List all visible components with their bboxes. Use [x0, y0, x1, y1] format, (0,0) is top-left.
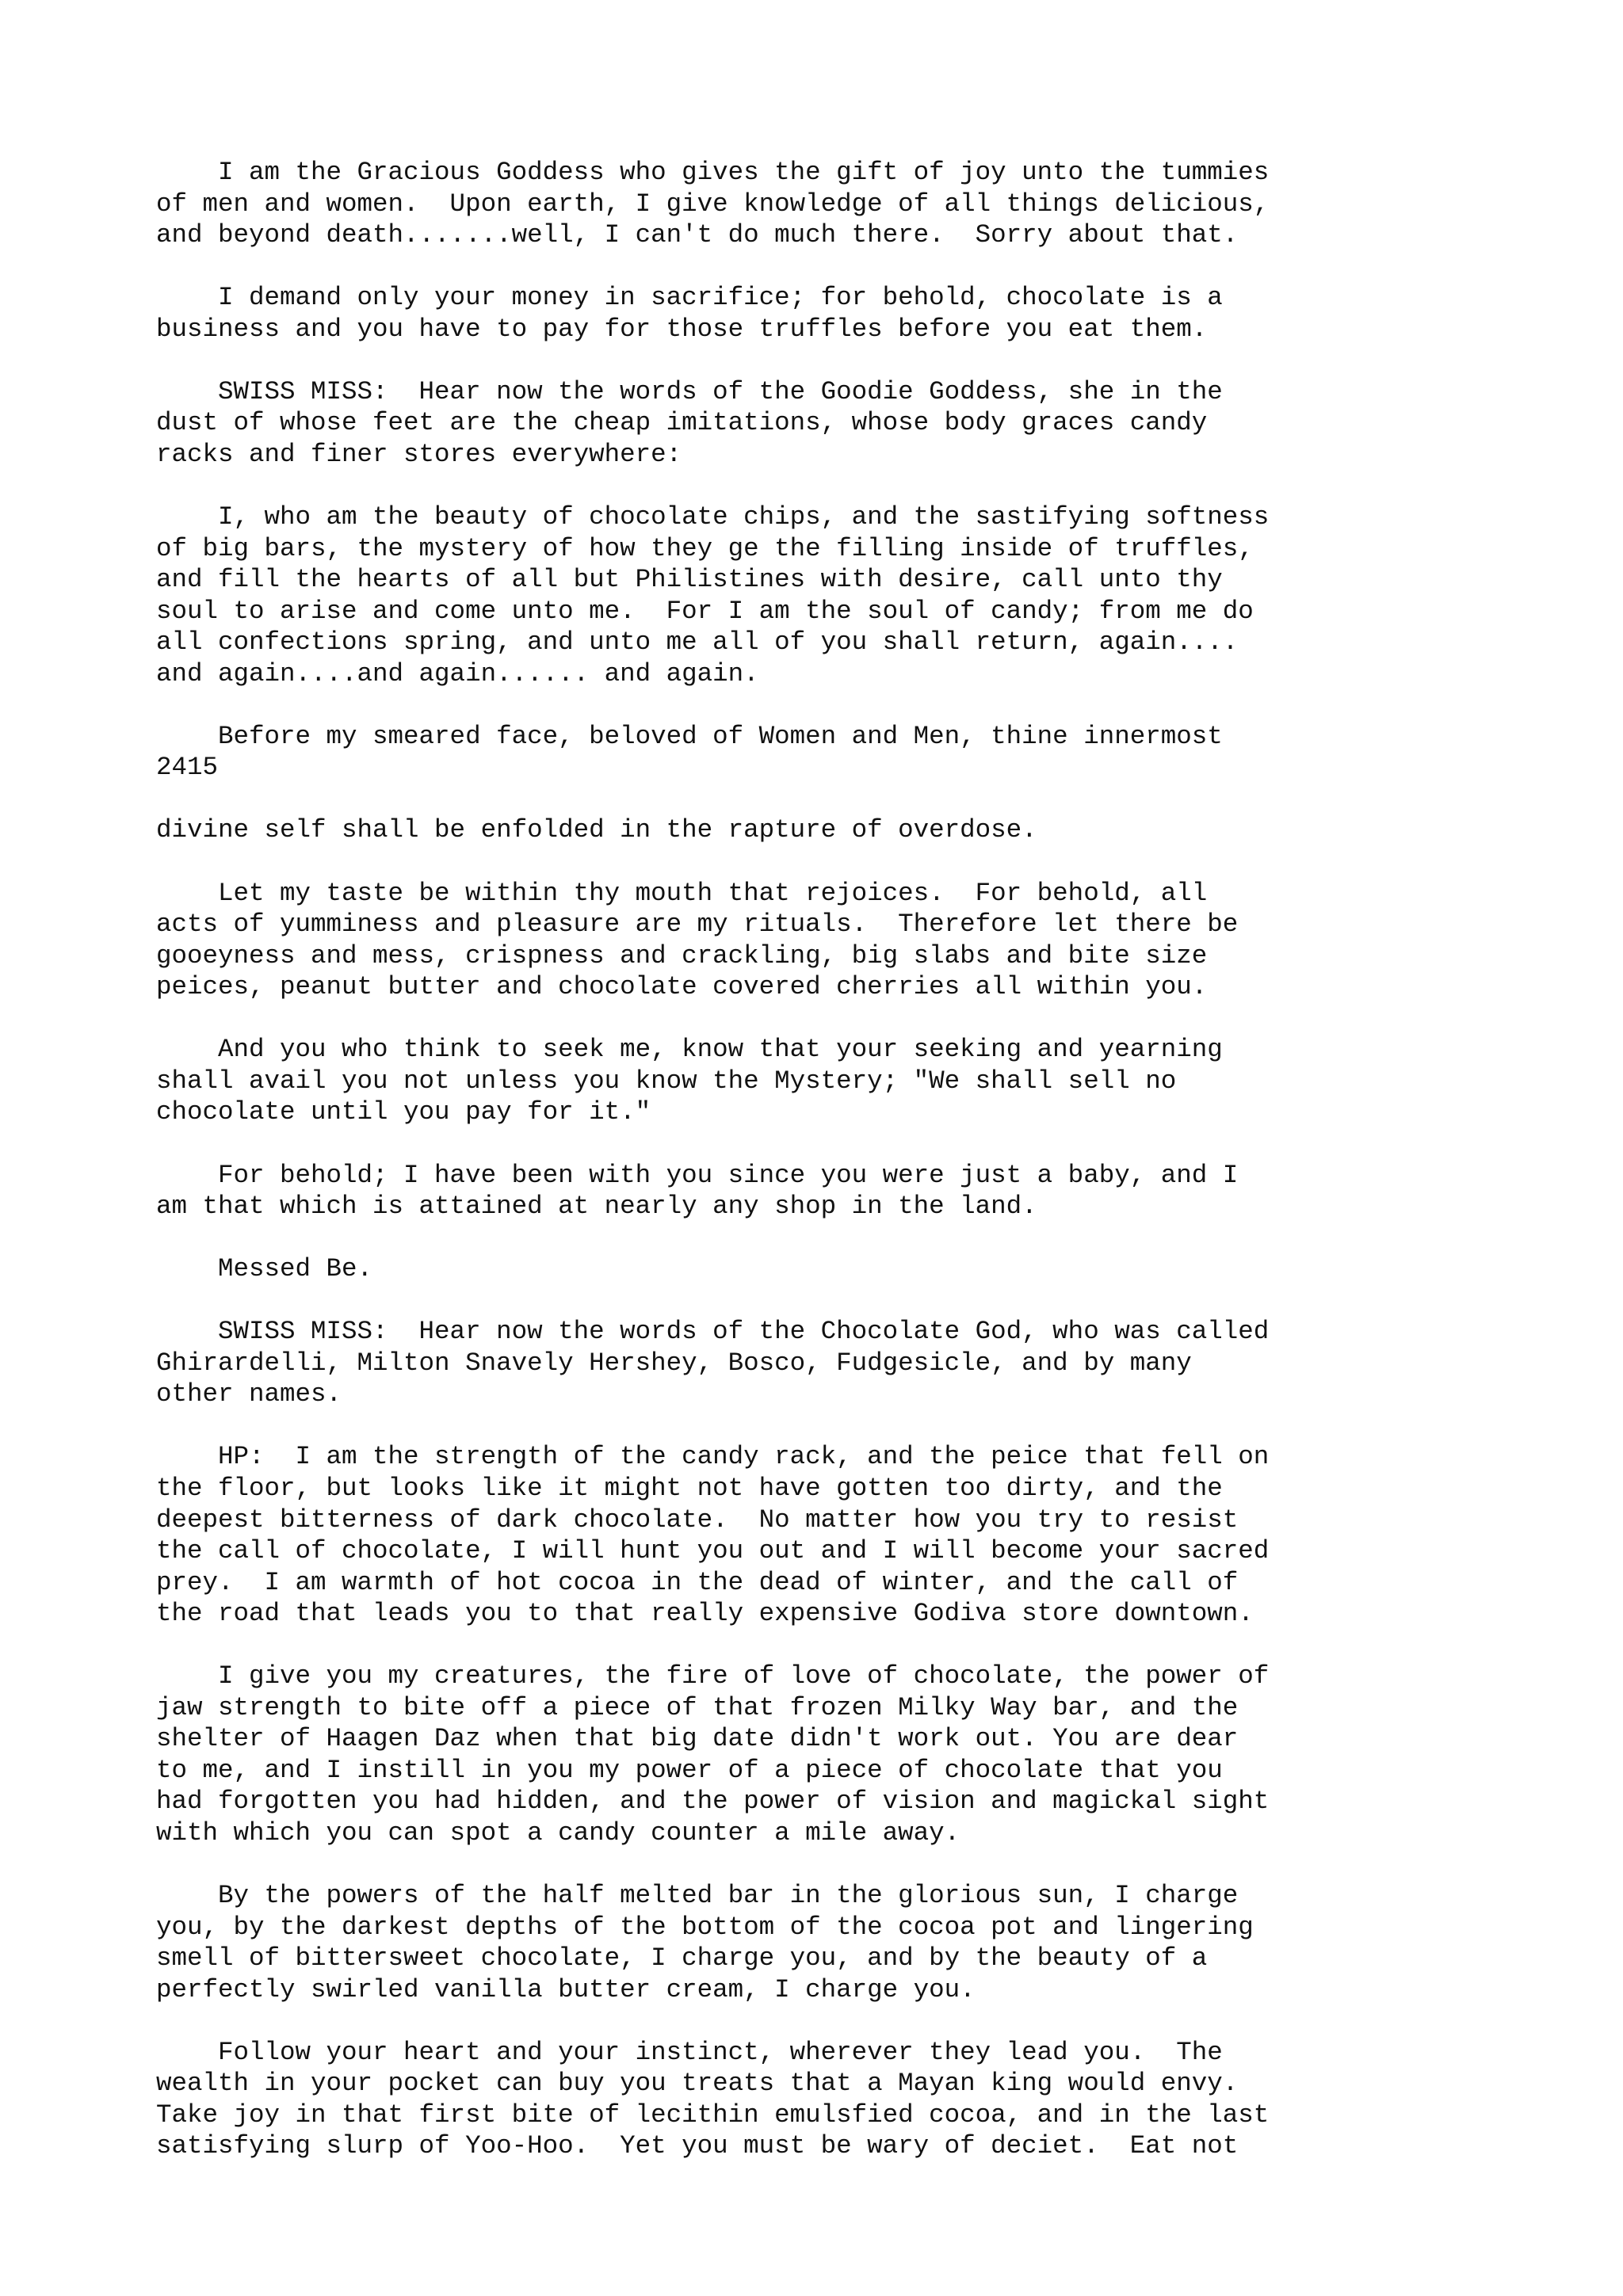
text-line: I give you my creatures, the fire of love of chocolate, the power of [156, 1661, 1270, 1691]
text-line [156, 1128, 1269, 1160]
text-line [156, 1285, 1269, 1317]
text-line: For behold; I have been with you since you were just a baby, and I [156, 1160, 1239, 1190]
text-line: SWISS MISS: Hear now the words of the Chocolate God, who was called [156, 1317, 1270, 1347]
text-line: all confections spring, and unto me all of you shall return, again.... [156, 627, 1239, 658]
text-line [156, 345, 1269, 376]
text-line: Ghirardelli, Milton Snavely Hershey, Bosco, Fudgesicle, and by many [156, 1348, 1192, 1378]
text-line: and again....and again...... and again. [156, 658, 759, 688]
text-line: 2415 [156, 753, 219, 783]
text-line: to me, and I instill in you my power of a piece of chocolate that you [156, 1755, 1223, 1785]
text-line: By the powers of the half melted bar in the glorious sun, I charge [156, 1881, 1239, 1911]
text-line [156, 784, 1269, 815]
text-line: and fill the hearts of all but Philistines with desire, call unto thy [156, 565, 1223, 595]
text-line [156, 689, 1269, 721]
text-line: perfectly swirled vanilla butter cream, I charge you. [156, 1974, 976, 2004]
text-line: I, who am the beauty of chocolate chips, and the sastifying softness [156, 502, 1270, 532]
text-line: the road that leads you to that really expensive Godiva store downtown. [156, 1599, 1254, 1629]
text-line: I demand only your money in sacrifice; for behold, chocolate is a [156, 283, 1223, 313]
text-line: smell of bittersweet chocolate, I charge you, and by the beauty of a [156, 1943, 1208, 1974]
text-line: prey. I am warmth of hot cocoa in the dead of winter, and the call of [156, 1567, 1239, 1597]
text-line: with which you can spot a candy counter a mile away. [156, 1817, 960, 1848]
text-line [156, 1222, 1269, 1254]
text-line [156, 251, 1269, 283]
text-line [156, 1849, 1269, 1881]
document-text [156, 157, 1269, 2162]
text-line [156, 1630, 1269, 1661]
text-line: the floor, but looks like it might not have gotten too dirty, and the [156, 1473, 1223, 1503]
text-line: divine self shall be enfolded in the rapture of overdose. [156, 815, 1037, 845]
text-line: chocolate until you pay for it." [156, 1097, 651, 1127]
text-line: Follow your heart and your instinct, wherever they lead you. The [156, 2037, 1223, 2067]
text-line: Take joy in that first bite of lecithin emulsfied cocoa, and in the last [156, 2100, 1270, 2130]
text-line: Messed Be. [156, 1254, 373, 1284]
text-line: racks and finer stores everywhere: [156, 439, 682, 469]
text-line [156, 1003, 1269, 1035]
text-line: satisfying slurp of Yoo-Hoo. Yet you must be wary of deciet. Eat not [156, 2131, 1239, 2161]
text-line: you, by the darkest depths of the bottom of the cocoa pot and lingering [156, 1912, 1254, 1942]
text-line: peices, peanut butter and chocolate covered cherries all within you. [156, 972, 1208, 1002]
text-line: business and you have to pay for those truffles before you eat them. [156, 314, 1208, 344]
text-line: Before my smeared face, beloved of Women and Men, thine innermost [156, 721, 1223, 751]
text-line: and beyond death.......well, I can't do much there. Sorry about that. [156, 220, 1239, 250]
text-line: deepest bitterness of dark chocolate. No matter how you try to resist [156, 1505, 1239, 1535]
text-line: SWISS MISS: Hear now the words of the Goodie Goddess, she in the [156, 376, 1223, 406]
text-line: gooeyness and mess, crispness and crackling, big slabs and bite size [156, 940, 1208, 971]
text-line: other names. [156, 1379, 342, 1409]
text-line: shall avail you not unless you know the Mystery; "We shall sell no [156, 1066, 1177, 1096]
text-line: had forgotten you had hidden, and the power of vision and magickal sight [156, 1787, 1270, 1817]
text-line: the call of chocolate, I will hunt you out and I will become your sacred [156, 1536, 1270, 1566]
text-line: soul to arise and come unto me. For I am the soul of candy; from me do [156, 596, 1254, 626]
text-line: am that which is attained at nearly any shop in the land. [156, 1192, 1037, 1222]
text-line: HP: I am the strength of the candy rack, and the peice that fell on [156, 1442, 1270, 1472]
text-line [156, 846, 1269, 878]
text-line [156, 2005, 1269, 2037]
text-line: acts of yumminess and pleasure are my rituals. Therefore let there be [156, 910, 1239, 940]
text-line [156, 470, 1269, 502]
text-line: And you who think to seek me, know that your seeking and yearning [156, 1035, 1223, 1065]
text-line: shelter of Haagen Daz when that big date didn't work out. You are dear [156, 1724, 1239, 1754]
text-line [156, 1410, 1269, 1442]
text-line: dust of whose feet are the cheap imitations, whose body graces candy [156, 408, 1208, 438]
text-line: of men and women. Upon earth, I give knowledge of all things delicious, [156, 189, 1270, 219]
text-line: jaw strength to bite off a piece of that frozen Milky Way bar, and the [156, 1692, 1239, 1722]
text-line: of big bars, the mystery of how they ge the filling inside of truffles, [156, 533, 1254, 563]
text-line: Let my taste be within thy mouth that rejoices. For behold, all [156, 878, 1208, 908]
text-line: wealth in your pocket can buy you treats that a Mayan king would envy. [156, 2069, 1239, 2099]
text-line: I am the Gracious Goddess who gives the gift of joy unto the tummies [156, 158, 1270, 187]
